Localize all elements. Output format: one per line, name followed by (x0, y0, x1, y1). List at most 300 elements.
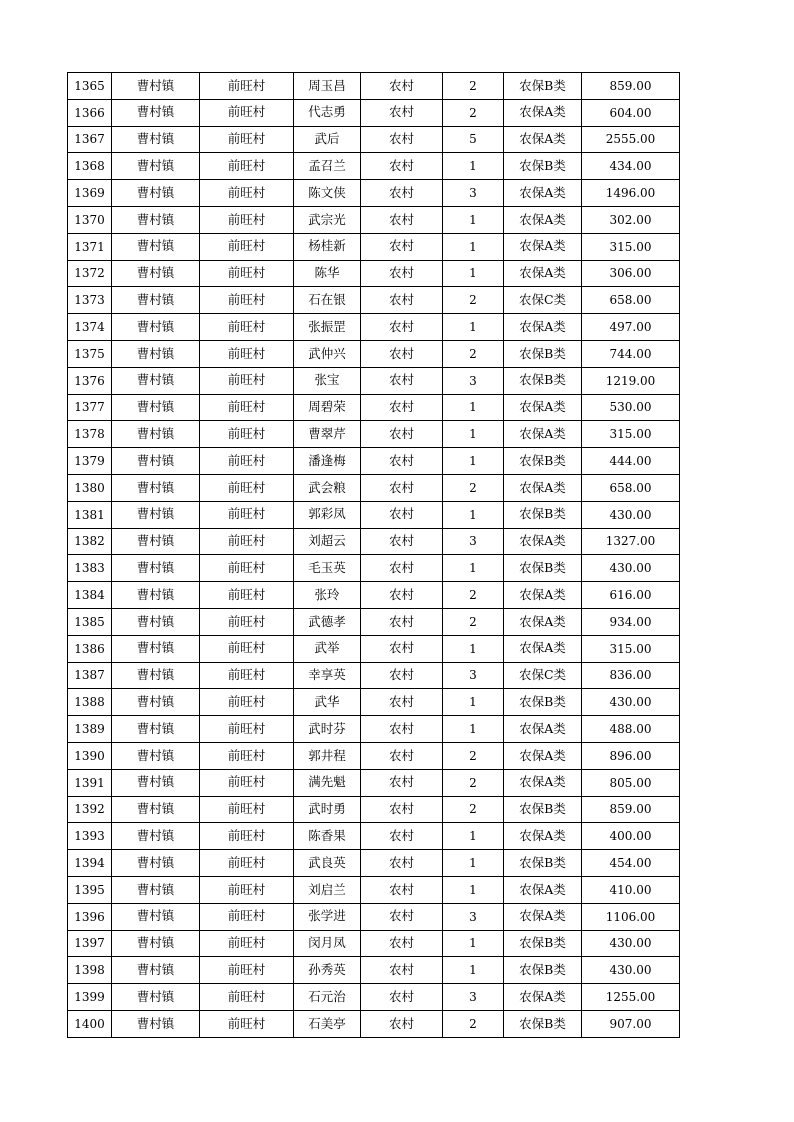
amount-cell: 315.00 (582, 233, 680, 260)
serial-number-cell: 1381 (68, 501, 112, 528)
table-row (68, 421, 680, 448)
table-row (68, 394, 680, 421)
town-cell: 曹村镇 (112, 689, 200, 716)
insurance-category-cell: 农保A类 (504, 474, 582, 501)
serial-number-cell: 1379 (68, 448, 112, 475)
person-count-cell: 1 (443, 876, 504, 903)
serial-number-cell: 1391 (68, 769, 112, 796)
village-cell: 前旺村 (200, 850, 294, 877)
insurance-category-cell: 农保B类 (504, 930, 582, 957)
serial-number-cell: 1374 (68, 314, 112, 341)
village-cell: 前旺村 (200, 903, 294, 930)
name-cell: 陈文侠 (294, 180, 361, 207)
name-cell: 代志勇 (294, 99, 361, 126)
table-row (68, 742, 680, 769)
amount-cell: 658.00 (582, 287, 680, 314)
table-row (68, 582, 680, 609)
name-cell: 闵月凤 (294, 930, 361, 957)
serial-number-cell: 1373 (68, 287, 112, 314)
name-cell: 武仲兴 (294, 340, 361, 367)
serial-number-cell: 1396 (68, 903, 112, 930)
insurance-category-cell: 农保B类 (504, 796, 582, 823)
amount-cell: 1106.00 (582, 903, 680, 930)
person-count-cell: 5 (443, 126, 504, 153)
household-type-cell: 农村 (361, 608, 443, 635)
table-row (68, 501, 680, 528)
town-cell: 曹村镇 (112, 876, 200, 903)
amount-cell: 302.00 (582, 206, 680, 233)
table-row (68, 287, 680, 314)
name-cell: 武时芬 (294, 716, 361, 743)
person-count-cell: 3 (443, 180, 504, 207)
town-cell: 曹村镇 (112, 662, 200, 689)
table-row (68, 233, 680, 260)
insurance-category-cell: 农保A类 (504, 769, 582, 796)
table-row (68, 957, 680, 984)
household-type-cell: 农村 (361, 796, 443, 823)
town-cell: 曹村镇 (112, 823, 200, 850)
name-cell: 刘超云 (294, 528, 361, 555)
town-cell: 曹村镇 (112, 501, 200, 528)
name-cell: 孟召兰 (294, 153, 361, 180)
village-cell: 前旺村 (200, 635, 294, 662)
serial-number-cell: 1399 (68, 984, 112, 1011)
person-count-cell: 2 (443, 340, 504, 367)
table-row (68, 206, 680, 233)
village-cell: 前旺村 (200, 153, 294, 180)
insurance-category-cell: 农保A类 (504, 635, 582, 662)
amount-cell: 658.00 (582, 474, 680, 501)
serial-number-cell: 1385 (68, 608, 112, 635)
insurance-category-cell: 农保A类 (504, 394, 582, 421)
serial-number-cell: 1392 (68, 796, 112, 823)
insurance-category-cell: 农保A类 (504, 903, 582, 930)
household-type-cell: 农村 (361, 582, 443, 609)
table-row (68, 984, 680, 1011)
household-type-cell: 农村 (361, 287, 443, 314)
serial-number-cell: 1389 (68, 716, 112, 743)
person-count-cell: 2 (443, 474, 504, 501)
insurance-category-cell: 农保A类 (504, 608, 582, 635)
serial-number-cell: 1382 (68, 528, 112, 555)
name-cell: 孙秀英 (294, 957, 361, 984)
serial-number-cell: 1387 (68, 662, 112, 689)
town-cell: 曹村镇 (112, 635, 200, 662)
insurance-category-cell: 农保A类 (504, 260, 582, 287)
serial-number-cell: 1386 (68, 635, 112, 662)
person-count-cell: 2 (443, 1010, 504, 1037)
name-cell: 郭井程 (294, 742, 361, 769)
insurance-category-cell: 农保B类 (504, 448, 582, 475)
village-cell: 前旺村 (200, 716, 294, 743)
household-type-cell: 农村 (361, 689, 443, 716)
household-type-cell: 农村 (361, 850, 443, 877)
village-cell: 前旺村 (200, 582, 294, 609)
village-cell: 前旺村 (200, 662, 294, 689)
serial-number-cell: 1368 (68, 153, 112, 180)
amount-cell: 497.00 (582, 314, 680, 341)
village-cell: 前旺村 (200, 99, 294, 126)
village-cell: 前旺村 (200, 367, 294, 394)
insurance-category-cell: 农保A类 (504, 126, 582, 153)
person-count-cell: 2 (443, 742, 504, 769)
village-cell: 前旺村 (200, 501, 294, 528)
town-cell: 曹村镇 (112, 903, 200, 930)
person-count-cell: 1 (443, 206, 504, 233)
town-cell: 曹村镇 (112, 957, 200, 984)
insurance-category-cell: 农保B类 (504, 850, 582, 877)
amount-cell: 859.00 (582, 73, 680, 100)
town-cell: 曹村镇 (112, 769, 200, 796)
insurance-category-cell: 农保A类 (504, 528, 582, 555)
person-count-cell: 3 (443, 903, 504, 930)
amount-cell: 907.00 (582, 1010, 680, 1037)
town-cell: 曹村镇 (112, 930, 200, 957)
person-count-cell: 1 (443, 153, 504, 180)
name-cell: 张振罡 (294, 314, 361, 341)
town-cell: 曹村镇 (112, 126, 200, 153)
town-cell: 曹村镇 (112, 582, 200, 609)
village-cell: 前旺村 (200, 930, 294, 957)
name-cell: 张玲 (294, 582, 361, 609)
name-cell: 幸享英 (294, 662, 361, 689)
person-count-cell: 1 (443, 314, 504, 341)
amount-cell: 530.00 (582, 394, 680, 421)
town-cell: 曹村镇 (112, 153, 200, 180)
household-type-cell: 农村 (361, 367, 443, 394)
household-type-cell: 农村 (361, 474, 443, 501)
household-type-cell: 农村 (361, 635, 443, 662)
town-cell: 曹村镇 (112, 287, 200, 314)
household-type-cell: 农村 (361, 1010, 443, 1037)
serial-number-cell: 1376 (68, 367, 112, 394)
serial-number-cell: 1384 (68, 582, 112, 609)
name-cell: 陈香果 (294, 823, 361, 850)
person-count-cell: 3 (443, 528, 504, 555)
amount-cell: 488.00 (582, 716, 680, 743)
name-cell: 郭彩凤 (294, 501, 361, 528)
table-row (68, 367, 680, 394)
serial-number-cell: 1383 (68, 555, 112, 582)
household-type-cell: 农村 (361, 823, 443, 850)
village-cell: 前旺村 (200, 474, 294, 501)
village-cell: 前旺村 (200, 340, 294, 367)
table-body (68, 73, 680, 1038)
household-type-cell: 农村 (361, 528, 443, 555)
name-cell: 杨桂新 (294, 233, 361, 260)
table-row (68, 716, 680, 743)
person-count-cell: 1 (443, 957, 504, 984)
person-count-cell: 1 (443, 716, 504, 743)
village-cell: 前旺村 (200, 126, 294, 153)
household-type-cell: 农村 (361, 769, 443, 796)
household-type-cell: 农村 (361, 260, 443, 287)
town-cell: 曹村镇 (112, 206, 200, 233)
town-cell: 曹村镇 (112, 421, 200, 448)
amount-cell: 430.00 (582, 501, 680, 528)
table-row (68, 555, 680, 582)
village-cell: 前旺村 (200, 1010, 294, 1037)
name-cell: 满先魁 (294, 769, 361, 796)
serial-number-cell: 1398 (68, 957, 112, 984)
serial-number-cell: 1365 (68, 73, 112, 100)
name-cell: 武德孝 (294, 608, 361, 635)
insurance-category-cell: 农保B类 (504, 555, 582, 582)
name-cell: 周玉昌 (294, 73, 361, 100)
town-cell: 曹村镇 (112, 99, 200, 126)
village-cell: 前旺村 (200, 448, 294, 475)
serial-number-cell: 1378 (68, 421, 112, 448)
amount-cell: 744.00 (582, 340, 680, 367)
town-cell: 曹村镇 (112, 555, 200, 582)
amount-cell: 805.00 (582, 769, 680, 796)
household-type-cell: 农村 (361, 742, 443, 769)
insurance-category-cell: 农保C类 (504, 287, 582, 314)
name-cell: 武举 (294, 635, 361, 662)
household-type-cell: 农村 (361, 555, 443, 582)
person-count-cell: 1 (443, 823, 504, 850)
serial-number-cell: 1366 (68, 99, 112, 126)
person-count-cell: 1 (443, 850, 504, 877)
insurance-category-cell: 农保A类 (504, 742, 582, 769)
insurance-category-cell: 农保A类 (504, 421, 582, 448)
name-cell: 武华 (294, 689, 361, 716)
person-count-cell: 2 (443, 99, 504, 126)
person-count-cell: 1 (443, 233, 504, 260)
person-count-cell: 2 (443, 73, 504, 100)
person-count-cell: 1 (443, 448, 504, 475)
serial-number-cell: 1397 (68, 930, 112, 957)
village-cell: 前旺村 (200, 394, 294, 421)
serial-number-cell: 1377 (68, 394, 112, 421)
person-count-cell: 2 (443, 287, 504, 314)
insurance-category-cell: 农保A类 (504, 716, 582, 743)
town-cell: 曹村镇 (112, 984, 200, 1011)
serial-number-cell: 1367 (68, 126, 112, 153)
village-cell: 前旺村 (200, 233, 294, 260)
insurance-category-cell: 农保B类 (504, 501, 582, 528)
insurance-category-cell: 农保A类 (504, 984, 582, 1011)
village-cell: 前旺村 (200, 769, 294, 796)
person-count-cell: 1 (443, 260, 504, 287)
table-row (68, 180, 680, 207)
village-cell: 前旺村 (200, 206, 294, 233)
insurance-category-cell: 农保A类 (504, 823, 582, 850)
amount-cell: 315.00 (582, 635, 680, 662)
town-cell: 曹村镇 (112, 340, 200, 367)
household-type-cell: 农村 (361, 394, 443, 421)
household-type-cell: 农村 (361, 930, 443, 957)
amount-cell: 616.00 (582, 582, 680, 609)
village-cell: 前旺村 (200, 555, 294, 582)
table-row (68, 448, 680, 475)
table-row (68, 635, 680, 662)
town-cell: 曹村镇 (112, 180, 200, 207)
amount-cell: 306.00 (582, 260, 680, 287)
table-row (68, 99, 680, 126)
name-cell: 潘逢梅 (294, 448, 361, 475)
insurance-category-cell: 农保B类 (504, 73, 582, 100)
amount-cell: 2555.00 (582, 126, 680, 153)
name-cell: 武宗光 (294, 206, 361, 233)
person-count-cell: 3 (443, 367, 504, 394)
village-cell: 前旺村 (200, 823, 294, 850)
table-row (68, 796, 680, 823)
amount-cell: 410.00 (582, 876, 680, 903)
table-row (68, 823, 680, 850)
household-type-cell: 农村 (361, 876, 443, 903)
recipient-table (67, 72, 680, 1038)
person-count-cell: 1 (443, 555, 504, 582)
village-cell: 前旺村 (200, 73, 294, 100)
amount-cell: 454.00 (582, 850, 680, 877)
table-row (68, 930, 680, 957)
amount-cell: 430.00 (582, 555, 680, 582)
table-row (68, 689, 680, 716)
name-cell: 石元治 (294, 984, 361, 1011)
village-cell: 前旺村 (200, 957, 294, 984)
village-cell: 前旺村 (200, 421, 294, 448)
amount-cell: 604.00 (582, 99, 680, 126)
amount-cell: 1496.00 (582, 180, 680, 207)
amount-cell: 315.00 (582, 421, 680, 448)
town-cell: 曹村镇 (112, 314, 200, 341)
village-cell: 前旺村 (200, 287, 294, 314)
town-cell: 曹村镇 (112, 528, 200, 555)
name-cell: 武良英 (294, 850, 361, 877)
household-type-cell: 农村 (361, 73, 443, 100)
amount-cell: 896.00 (582, 742, 680, 769)
household-type-cell: 农村 (361, 126, 443, 153)
amount-cell: 430.00 (582, 930, 680, 957)
name-cell: 周碧荣 (294, 394, 361, 421)
table-row (68, 340, 680, 367)
insurance-category-cell: 农保B类 (504, 153, 582, 180)
table-row (68, 850, 680, 877)
amount-cell: 430.00 (582, 689, 680, 716)
person-count-cell: 2 (443, 796, 504, 823)
serial-number-cell: 1390 (68, 742, 112, 769)
insurance-category-cell: 农保A类 (504, 876, 582, 903)
table-row (68, 153, 680, 180)
household-type-cell: 农村 (361, 957, 443, 984)
village-cell: 前旺村 (200, 984, 294, 1011)
table-row (68, 73, 680, 100)
town-cell: 曹村镇 (112, 716, 200, 743)
name-cell: 武会粮 (294, 474, 361, 501)
insurance-category-cell: 农保A类 (504, 582, 582, 609)
person-count-cell: 3 (443, 984, 504, 1011)
amount-cell: 1255.00 (582, 984, 680, 1011)
serial-number-cell: 1369 (68, 180, 112, 207)
serial-number-cell: 1400 (68, 1010, 112, 1037)
amount-cell: 400.00 (582, 823, 680, 850)
table-row (68, 769, 680, 796)
name-cell: 武时勇 (294, 796, 361, 823)
town-cell: 曹村镇 (112, 260, 200, 287)
table-row (68, 126, 680, 153)
amount-cell: 836.00 (582, 662, 680, 689)
household-type-cell: 农村 (361, 903, 443, 930)
amount-cell: 1219.00 (582, 367, 680, 394)
serial-number-cell: 1393 (68, 823, 112, 850)
amount-cell: 934.00 (582, 608, 680, 635)
town-cell: 曹村镇 (112, 742, 200, 769)
household-type-cell: 农村 (361, 99, 443, 126)
town-cell: 曹村镇 (112, 394, 200, 421)
household-type-cell: 农村 (361, 314, 443, 341)
village-cell: 前旺村 (200, 796, 294, 823)
village-cell: 前旺村 (200, 528, 294, 555)
name-cell: 武后 (294, 126, 361, 153)
insurance-category-cell: 农保B类 (504, 1010, 582, 1037)
person-count-cell: 3 (443, 662, 504, 689)
household-type-cell: 农村 (361, 662, 443, 689)
insurance-category-cell: 农保A类 (504, 180, 582, 207)
town-cell: 曹村镇 (112, 474, 200, 501)
household-type-cell: 农村 (361, 340, 443, 367)
village-cell: 前旺村 (200, 876, 294, 903)
insurance-category-cell: 农保B类 (504, 340, 582, 367)
town-cell: 曹村镇 (112, 608, 200, 635)
household-type-cell: 农村 (361, 180, 443, 207)
village-cell: 前旺村 (200, 742, 294, 769)
table-row (68, 1010, 680, 1037)
name-cell: 陈华 (294, 260, 361, 287)
insurance-category-cell: 农保A类 (504, 233, 582, 260)
name-cell: 石在银 (294, 287, 361, 314)
household-type-cell: 农村 (361, 448, 443, 475)
household-type-cell: 农村 (361, 233, 443, 260)
serial-number-cell: 1380 (68, 474, 112, 501)
serial-number-cell: 1371 (68, 233, 112, 260)
amount-cell: 434.00 (582, 153, 680, 180)
name-cell: 刘启兰 (294, 876, 361, 903)
household-type-cell: 农村 (361, 206, 443, 233)
serial-number-cell: 1395 (68, 876, 112, 903)
table-row (68, 314, 680, 341)
table-row (68, 903, 680, 930)
table-row (68, 260, 680, 287)
table-row (68, 608, 680, 635)
serial-number-cell: 1375 (68, 340, 112, 367)
village-cell: 前旺村 (200, 180, 294, 207)
insurance-category-cell: 农保B类 (504, 957, 582, 984)
table-row (68, 662, 680, 689)
person-count-cell: 1 (443, 635, 504, 662)
amount-cell: 430.00 (582, 957, 680, 984)
amount-cell: 1327.00 (582, 528, 680, 555)
insurance-category-cell: 农保A类 (504, 206, 582, 233)
name-cell: 张宝 (294, 367, 361, 394)
household-type-cell: 农村 (361, 153, 443, 180)
person-count-cell: 2 (443, 582, 504, 609)
town-cell: 曹村镇 (112, 850, 200, 877)
town-cell: 曹村镇 (112, 448, 200, 475)
insurance-category-cell: 农保A类 (504, 314, 582, 341)
town-cell: 曹村镇 (112, 796, 200, 823)
person-count-cell: 1 (443, 930, 504, 957)
town-cell: 曹村镇 (112, 73, 200, 100)
village-cell: 前旺村 (200, 260, 294, 287)
person-count-cell: 2 (443, 608, 504, 635)
amount-cell: 859.00 (582, 796, 680, 823)
household-type-cell: 农村 (361, 421, 443, 448)
insurance-category-cell: 农保C类 (504, 662, 582, 689)
serial-number-cell: 1388 (68, 689, 112, 716)
household-type-cell: 农村 (361, 501, 443, 528)
name-cell: 石美亭 (294, 1010, 361, 1037)
